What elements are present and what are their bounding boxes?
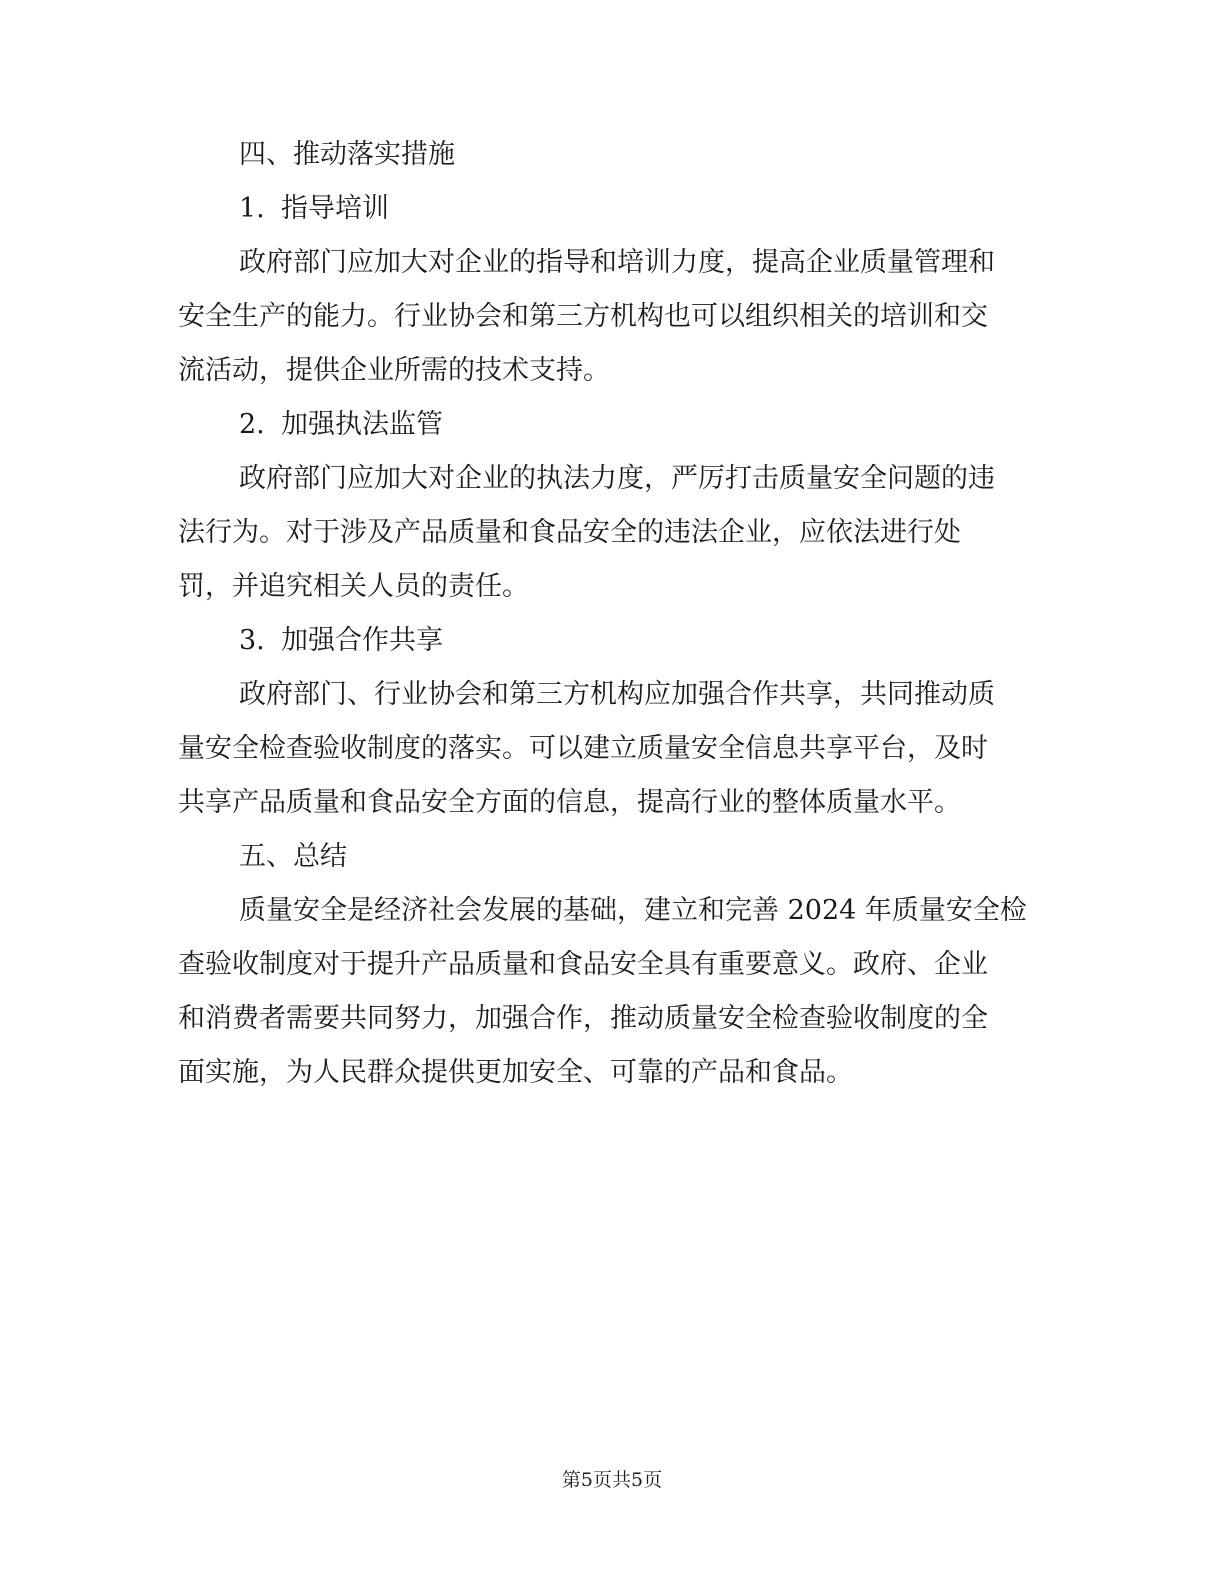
subheading [178, 614, 1038, 668]
paragraph-line: 流活动，提供企业所需的技术支持。 [178, 355, 610, 386]
section-heading: 四、推动落实措施 [239, 139, 455, 170]
subheading-text: 加强执法监管 [281, 409, 443, 440]
paragraph-line: 质量安全是经济社会发展的基础，建立和完善 2024 年质量安全检 [239, 895, 1027, 926]
paragraph-line: 罚，并追究相关人员的责任。 [178, 571, 529, 602]
paragraph-line: 安全生产的能力。行业协会和第三方机构也可以组织相关的培训和交 [178, 301, 988, 332]
subheading-number: 2. [239, 409, 265, 440]
section-heading: 五、总结 [239, 841, 347, 872]
paragraph-line: 政府部门应加大对企业的指导和培训力度，提高企业质量管理和 [239, 247, 995, 278]
paragraph-line: 共享产品质量和食品安全方面的信息，提高行业的整体质量水平。 [178, 787, 961, 818]
paragraph-line: 和消费者需要共同努力，加强合作，推动质量安全检查验收制度的全 [178, 1003, 988, 1034]
page-number-footer: 第5页共5页 [561, 1469, 663, 1491]
document-body [178, 128, 1038, 1100]
paragraph-line: 查验收制度对于提升产品质量和食品安全具有重要意义。政府、企业 [178, 949, 988, 980]
subheading-text: 指导培训 [281, 193, 389, 224]
subheading-number: 3. [239, 625, 265, 656]
subheading-text: 加强合作共享 [281, 625, 443, 656]
paragraph-line: 法行为。对于涉及产品质量和食品安全的违法企业，应依法进行处 [178, 517, 961, 548]
paragraph-line: 政府部门、行业协会和第三方机构应加强合作共享，共同推动质 [239, 679, 995, 710]
subheading [178, 398, 1038, 452]
paragraph-line: 面实施，为人民群众提供更加安全、可靠的产品和食品。 [178, 1057, 853, 1088]
paragraph-line: 量安全检查验收制度的落实。可以建立质量安全信息共享平台，及时 [178, 733, 988, 764]
paragraph-line: 政府部门应加大对企业的执法力度，严厉打击质量安全问题的违 [239, 463, 995, 494]
subheading [178, 182, 1038, 236]
subheading-number: 1. [239, 193, 265, 224]
